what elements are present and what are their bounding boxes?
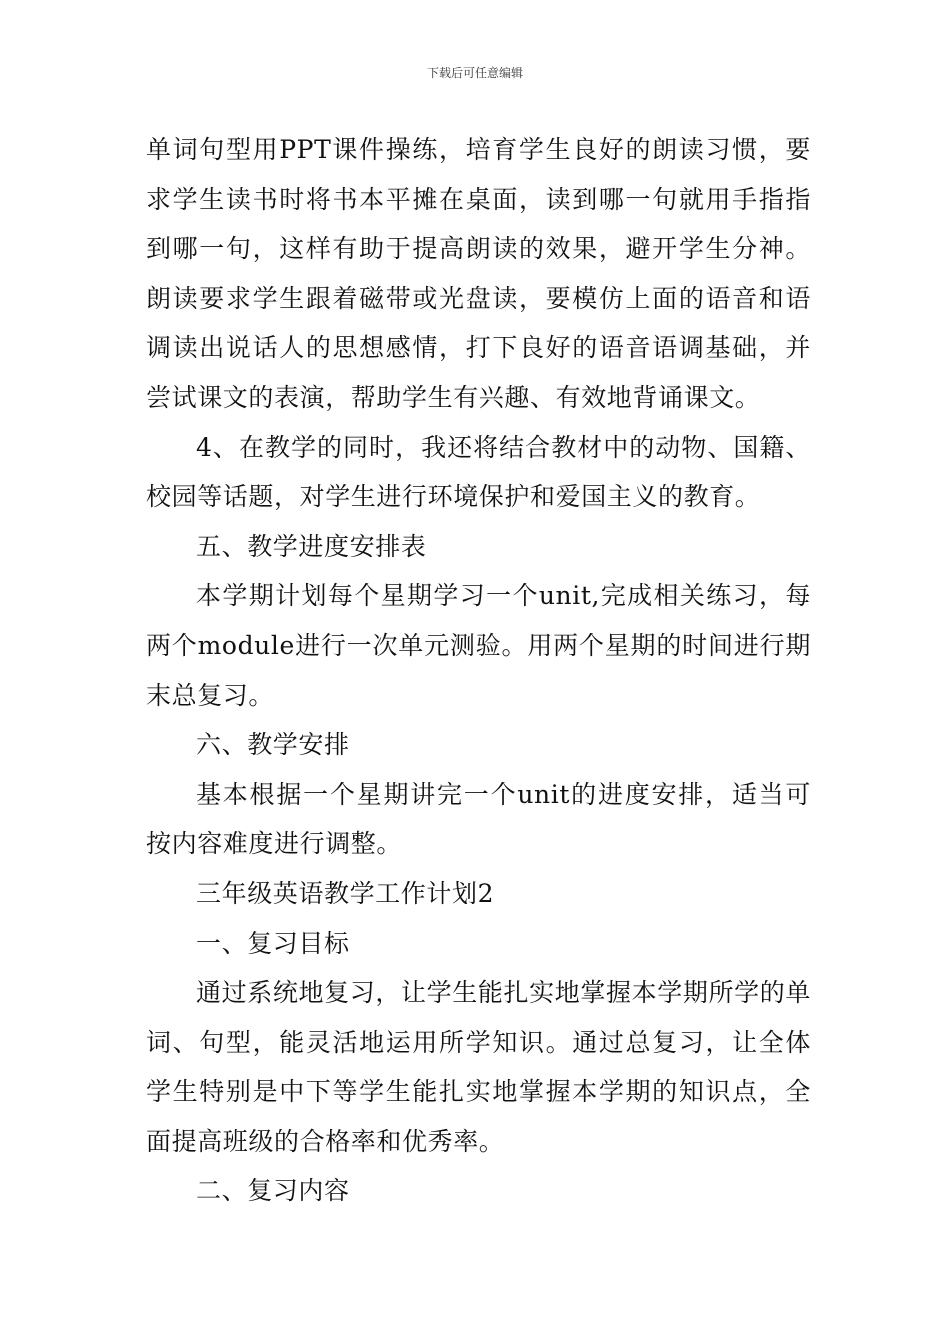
document-body bbox=[146, 125, 811, 1216]
section-heading-review-content: 二、复习内容 bbox=[196, 1176, 350, 1206]
paragraph-schedule: 本学期计划每个星期学习一个unit,完成相关练习，每两个module进行一次单元测验。用两个星期的时间进行期末总复习。 bbox=[146, 581, 811, 710]
section-heading-arrangement: 六、教学安排 bbox=[196, 730, 350, 760]
section-heading-review-goals: 一、复习目标 bbox=[196, 928, 350, 958]
paragraph-moral-education: 4、在教学的同时，我还将结合教材中的动物、国籍、校园等话题，对学生进行环境保护和爱国主义的教育。 bbox=[146, 432, 811, 512]
paragraph-arrangement: 基本根据一个星期讲完一个unit的进度安排，适当可按内容难度进行调整。 bbox=[146, 779, 811, 859]
section-heading-schedule: 五、教学进度安排表 bbox=[196, 531, 427, 561]
paragraph-review-goals: 通过系统地复习，让学生能扎实地掌握本学期所学的单词、句型，能灵活地运用所学知识。通过总复习，让全体学生特别是中下等学生能扎实地掌握本学期的知识点，全面提高班级的合格率和优秀率。 bbox=[146, 978, 811, 1156]
paragraph-reading-habits: 单词句型用PPT课件操练，培育学生良好的朗读习惯，要求学生读书时将书本平摊在桌面，读到哪一句就用手指指到哪一句，这样有助于提高朗读的效果，避开学生分神。朗读要求学生跟着磁带或光盘读，要模仿上面的语音和语调读出说话人的思想感情，打下良好的语音语调基础，并尝试课文的表演，帮助学生有兴趣、有效地背诵课文。 bbox=[146, 135, 811, 412]
document-title-plan-2: 三年级英语教学工作计划2 bbox=[196, 878, 495, 908]
page-header-note: 下载后可任意编辑 bbox=[426, 66, 523, 80]
